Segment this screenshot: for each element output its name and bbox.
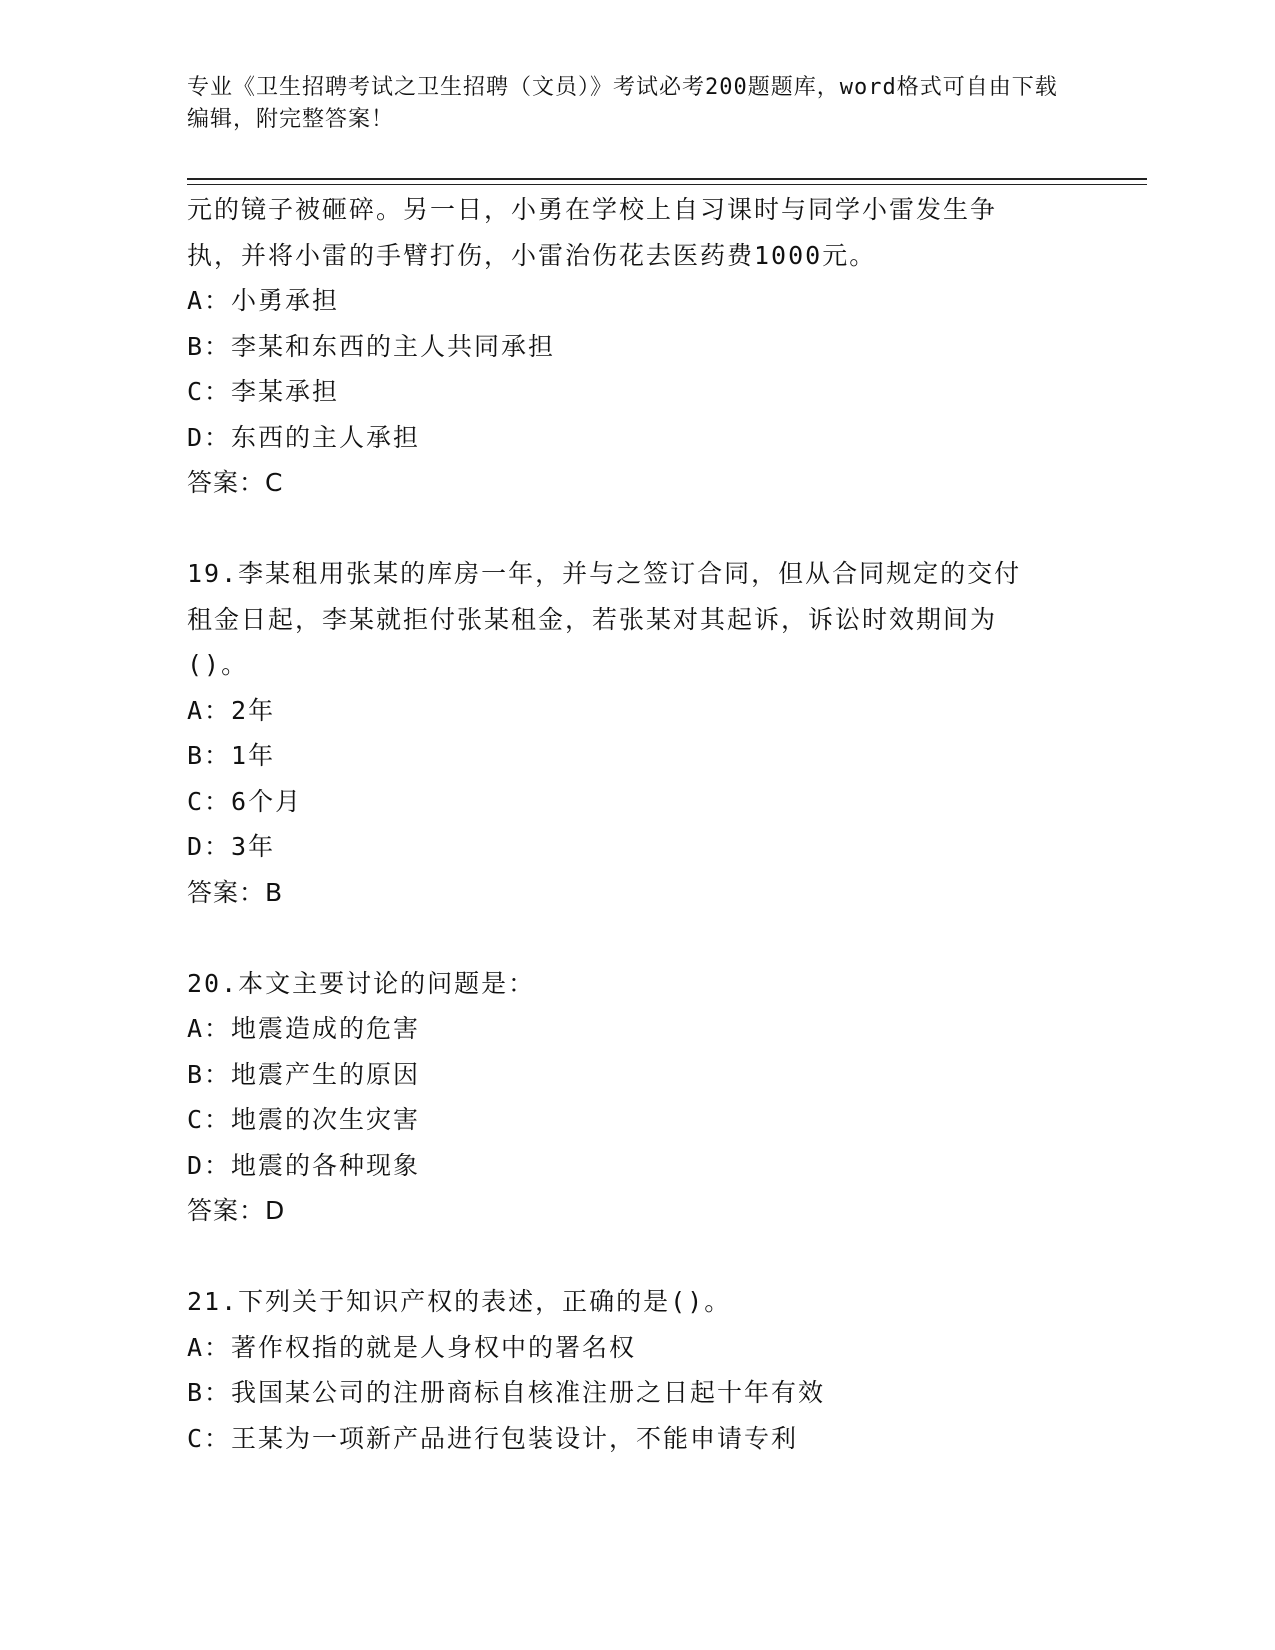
- answer-line: 答案：B: [187, 877, 284, 907]
- question-21: [187, 1279, 1087, 1461]
- spacer: [187, 1234, 1087, 1280]
- answer-line: 答案：D: [187, 1196, 286, 1225]
- option-b: B：地震产生的原因: [187, 1059, 421, 1089]
- option-a: A：地震造成的危害: [187, 1014, 421, 1043]
- spacer: [187, 506, 1087, 552]
- header-rule-thick: [187, 178, 1147, 180]
- header-rule-thin: [187, 184, 1147, 185]
- question-text-line: 执，并将小雷的手臂打伤，小雷治伤花去医药费1000元。: [187, 240, 877, 270]
- question-text-line: 元的镜子被砸碎。另一日，小勇在学校上自习课时与同学小雷发生争: [187, 195, 998, 224]
- option-d: D：3年: [187, 832, 276, 861]
- spacer: [187, 915, 1087, 961]
- question-text-line: ()。: [187, 650, 249, 679]
- question-text-line: 21.下列关于知识产权的表述，正确的是()。: [187, 1287, 732, 1316]
- option-c: C：地震的次生灾害: [187, 1105, 421, 1134]
- option-b: B：李某和东西的主人共同承担: [187, 331, 556, 361]
- option-c: C：李某承担: [187, 377, 340, 406]
- question-19: [187, 551, 1087, 915]
- question-text-line: 租金日起，李某就拒付张某租金，若张某对其起诉，诉讼时效期间为: [187, 604, 998, 634]
- question-20: [187, 961, 1087, 1234]
- option-d: D：地震的各种现象: [187, 1150, 421, 1180]
- option-a: A：小勇承担: [187, 286, 340, 315]
- option-a: A：2年: [187, 695, 276, 725]
- question-18-continuation: [187, 187, 1087, 506]
- option-c: C：6个月: [187, 786, 303, 816]
- answer-line: 答案：C: [187, 468, 284, 497]
- question-text-line: 19.李某租用张某的库房一年，并与之签订合同，但从合同规定的交付: [187, 559, 1022, 588]
- document-header: 专业《卫生招聘考试之卫生招聘（文员）》考试必考200题题库，word格式可自由下载编辑，附完整答案！: [187, 75, 1058, 132]
- question-text-line: 20.本文主要讨论的问题是：: [187, 968, 536, 998]
- document-body: [187, 187, 1087, 1461]
- option-d: D：东西的主人承担: [187, 422, 421, 452]
- option-c: C：王某为一项新产品进行包装设计，不能申请专利: [187, 1423, 799, 1453]
- option-a: A：著作权指的就是人身权中的署名权: [187, 1332, 637, 1362]
- option-b: B：1年: [187, 741, 276, 770]
- option-b: B：我国某公司的注册商标自核准注册之日起十年有效: [187, 1378, 826, 1407]
